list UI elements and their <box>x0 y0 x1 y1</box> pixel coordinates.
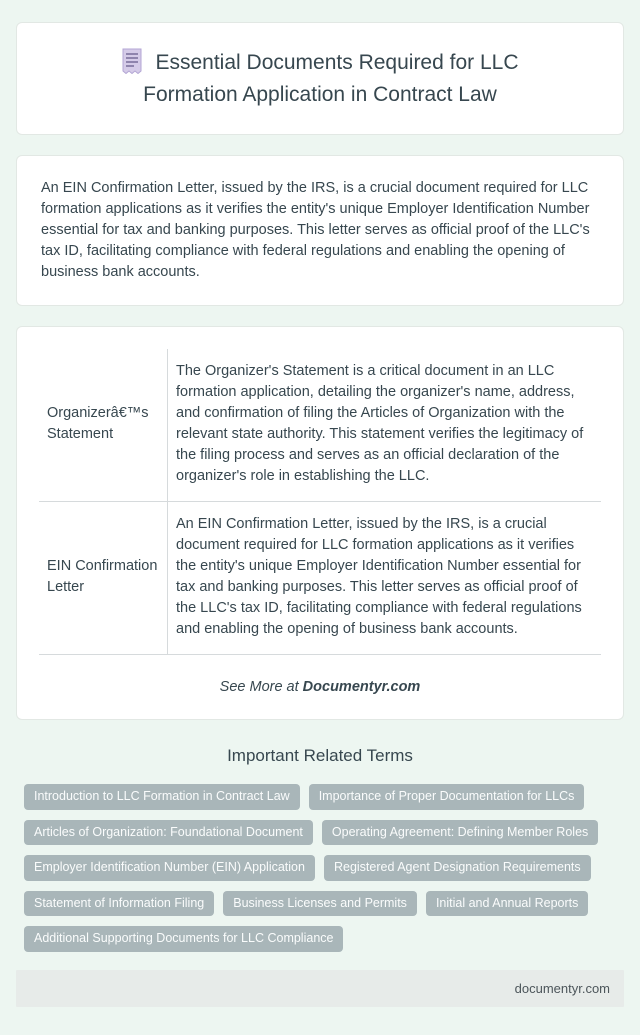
related-terms-list <box>16 784 624 952</box>
related-term-tag[interactable]: Employer Identification Number (EIN) Application <box>24 855 315 881</box>
document-description: The Organizer's Statement is a critical document in an LLC formation application, detailing the organizer's name, address, and confirmation of filing the Articles of Organization with the relevant state authority. This statement verifies the legitimacy of the filing process and serves as an official declaration of the organizer's role in establishing the LLC. <box>167 349 601 502</box>
document-term: EIN Confirmation Letter <box>39 502 167 655</box>
intro-paragraph: An EIN Confirmation Letter, issued by the IRS, is a crucial document required for LLC formation applications as it verifies the entity's unique Employer Identification Number essential for tax and banking purposes. This letter serves as official proof of the LLC's tax ID, facilitating compliance with federal regulations and enabling the opening of business bank accounts. <box>41 180 590 281</box>
document-description: An EIN Confirmation Letter, issued by the IRS, is a crucial document required for LLC formation applications as it verifies the entity's unique Employer Identification Number essential for tax and banking purposes. This letter serves as official proof of the LLC's tax ID, facilitating compliance with federal regulations and enabling the opening of business bank accounts. <box>167 502 601 655</box>
title-card <box>16 22 624 135</box>
table-row <box>39 349 601 502</box>
footer-bar <box>16 970 624 1007</box>
see-more-prefix: See More at <box>219 679 303 696</box>
receipt-icon <box>121 48 143 74</box>
table-row <box>39 502 601 655</box>
related-term-tag[interactable]: Statement of Information Filing <box>24 891 214 917</box>
related-term-tag[interactable]: Additional Supporting Documents for LLC Compliance <box>24 926 343 952</box>
documents-table <box>39 349 601 655</box>
see-more-brand: Documentyr.com <box>302 679 421 696</box>
related-term-tag[interactable]: Registered Agent Designation Requirements <box>324 855 591 881</box>
footer-site-name: documentyr.com <box>514 980 610 996</box>
related-term-tag[interactable]: Introduction to LLC Formation in Contract Law <box>24 784 300 810</box>
documents-card <box>16 326 624 720</box>
related-term-tag[interactable]: Operating Agreement: Defining Member Roles <box>322 820 598 846</box>
related-term-tag[interactable]: Articles of Organization: Foundational Document <box>24 820 313 846</box>
page-title <box>85 47 555 110</box>
intro-card <box>16 155 624 306</box>
document-term: Organizerâ€™s Statement <box>39 349 167 502</box>
related-terms-heading: Important Related Terms <box>227 746 413 766</box>
page-title-text: Essential Documents Required for LLC Formation Application in Contract Law <box>143 51 519 106</box>
related-term-tag[interactable]: Business Licenses and Permits <box>223 891 417 917</box>
related-terms-section <box>16 746 624 952</box>
related-term-tag[interactable]: Importance of Proper Documentation for LLCs <box>309 784 585 810</box>
related-term-tag[interactable]: Initial and Annual Reports <box>426 891 588 917</box>
see-more-note <box>39 679 601 695</box>
